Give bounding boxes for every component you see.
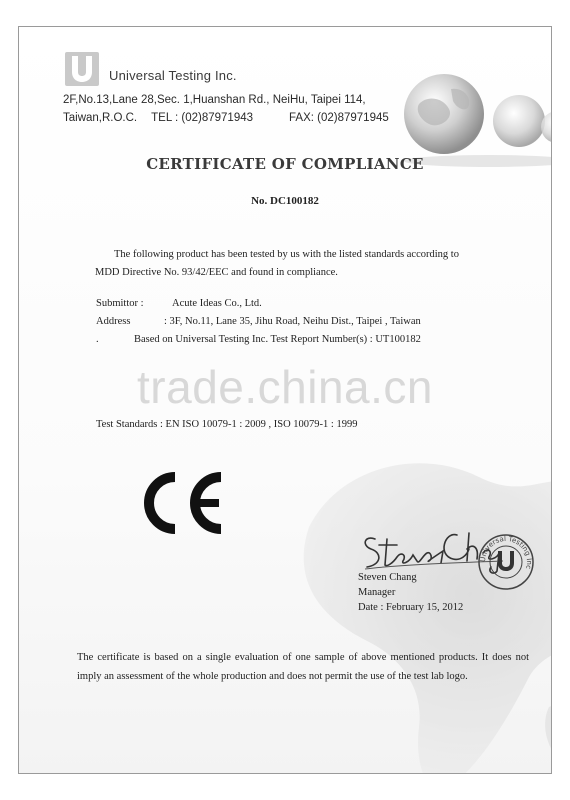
submittor-label: Submittor :	[96, 298, 144, 309]
svg-text:Universal Testing Inc: Universal Testing Inc	[478, 534, 534, 570]
globe-decoration	[389, 59, 552, 169]
intro-paragraph	[95, 246, 515, 282]
submittor-row	[96, 298, 262, 309]
intro-line-1: The following product has been tested by us with the listed standards according to	[114, 249, 459, 260]
certificate-title: CERTIFICATE OF COMPLIANCE	[146, 155, 424, 173]
company-fax: FAX: (02)87971945	[289, 112, 389, 124]
signatory-title: Manager	[358, 587, 396, 598]
address-label: Address	[96, 316, 131, 327]
company-seal-stamp	[477, 533, 535, 591]
test-report-text: Based on Universal Testing Inc. Test Report Number(s) : UT100182	[134, 334, 421, 345]
company-contact	[63, 112, 389, 124]
test-standards: Test Standards : EN ISO 10079-1 : 2009 , ISO 10079-1 : 1999	[96, 419, 358, 430]
company-address: 2F,No.13,Lane 28,Sec. 1,Huanshan Rd., NeiHu, Taipei 114,	[63, 94, 366, 106]
intro-line-2: MDD Directive No. 93/42/EEC and found in compliance.	[95, 267, 338, 278]
bullet-dot: .	[96, 334, 99, 345]
certificate-number: No. DC100182	[251, 195, 319, 207]
company-name: Universal Testing Inc.	[109, 68, 237, 83]
signatory-date: Date : February 15, 2012	[358, 602, 464, 613]
signatory-name: Steven Chang	[358, 572, 417, 583]
ce-mark-icon	[139, 471, 225, 535]
site-watermark: trade.china.cn	[137, 361, 433, 413]
company-logo-icon	[65, 52, 99, 86]
address-value: : 3F, No.11, Lane 35, Jihu Road, Neihu Dist., Taipei , Taiwan	[164, 316, 421, 327]
address-row	[96, 316, 421, 327]
company-tel: TEL : (02)87971943	[151, 112, 254, 124]
disclaimer-paragraph: The certificate is based on a single evaluation of one sample of above mentioned products. It does not imply an assessment of the whole production and does not permit the use of the test lab logo.	[77, 652, 529, 682]
company-country: Taiwan,R.O.C.	[63, 112, 138, 124]
certificate-page	[18, 26, 552, 774]
submittor-value: Acute Ideas Co., Ltd.	[172, 298, 262, 309]
